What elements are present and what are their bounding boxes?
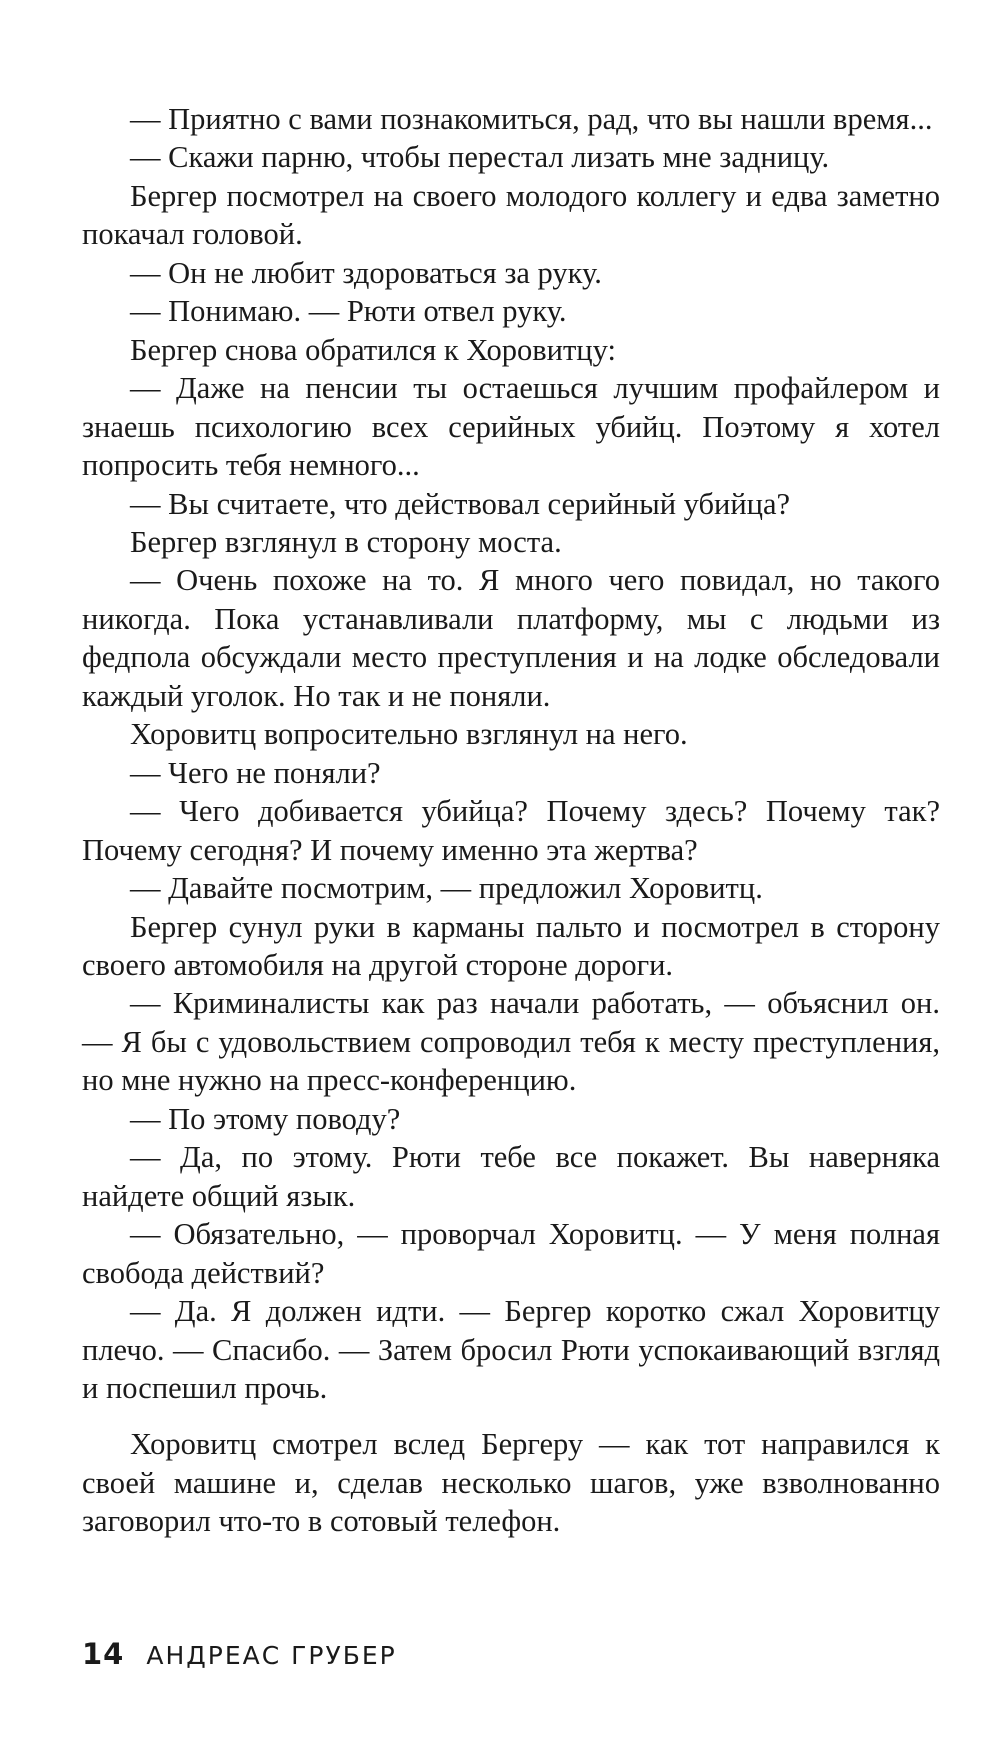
- paragraph: — Он не любит здороваться за руку.: [130, 255, 602, 290]
- paragraph: — По этому поводу?: [130, 1101, 401, 1136]
- paragraph: — Криминалисты как раз начали работать, — объяснил он. — Я бы с удовольствием сопроводил тебя к месту преступления, но мне нужно на пресс-конференцию.: [82, 986, 940, 1098]
- paragraph: — Даже на пенсии ты остаешься лучшим профайлером и знаешь психологию всех серийных убийц. Поэтому я хотел попросить тебя немного...: [82, 371, 940, 483]
- paragraph: — Да. Я должен идти. — Бергер коротко сжал Хоровитцу плечо. — Спасибо. — Затем бросил Рюти успокаивающий взгляд и поспешил прочь.: [82, 1294, 940, 1405]
- paragraph: — Очень похоже на то. Я много чего повидал, но такого никогда. Пока устанавливали платформу, мы с людьми из федпола обсуждали место преступления и на лодке обследовали каждый уголок. Но так и не поняли.: [82, 563, 940, 713]
- paragraph: — Чего добивается убийца? Почему здесь? Почему так? Почему сегодня? И почему именно эта жертва?: [82, 794, 940, 867]
- paragraph: — Скажи парню, чтобы перестал лизать мне задницу.: [130, 140, 830, 175]
- paragraph: Хоровитц вопросительно взглянул на него.: [130, 717, 688, 752]
- page-number: 14: [82, 1637, 125, 1671]
- paragraph: — Обязательно, — проворчал Хоровитц. — У меня полная свобода действий?: [82, 1217, 940, 1290]
- paragraph: — Вы считаете, что действовал серийный убийца?: [130, 486, 791, 521]
- page-footer: [82, 1637, 397, 1671]
- paragraph: — Чего не поняли?: [130, 755, 381, 790]
- paragraph: Бергер снова обратился к Хоровитцу:: [130, 332, 616, 367]
- body-text: [82, 100, 940, 1541]
- paragraph: Бергер посмотрел на своего молодого коллегу и едва заметно покачал головой.: [82, 178, 940, 252]
- paragraph: — Приятно с вами познакомиться, рад, что вы нашли время...: [130, 102, 933, 136]
- paragraph: — Давайте посмотрим, — предложил Хоровитц.: [130, 871, 763, 906]
- running-head-author: АНДРЕАС ГРУБЕР: [146, 1641, 397, 1670]
- paragraph: Хоровитц смотрел вслед Бергеру — как тот направился к своей машине и, сделав несколько шагов, уже взволнованно заговорил что-то в сотовый телефон.: [82, 1427, 940, 1539]
- paragraph: — Понимаю. — Рюти отвел руку.: [130, 294, 567, 329]
- section-spacer: [82, 1407, 940, 1425]
- paragraph: Бергер сунул руки в карманы пальто и посмотрел в сторону своего автомобиля на другой стороне дороги.: [82, 909, 940, 982]
- paragraph: Бергер взглянул в сторону моста.: [130, 524, 562, 559]
- paragraph: — Да, по этому. Рюти тебе все покажет. Вы наверняка найдете общий язык.: [82, 1140, 940, 1213]
